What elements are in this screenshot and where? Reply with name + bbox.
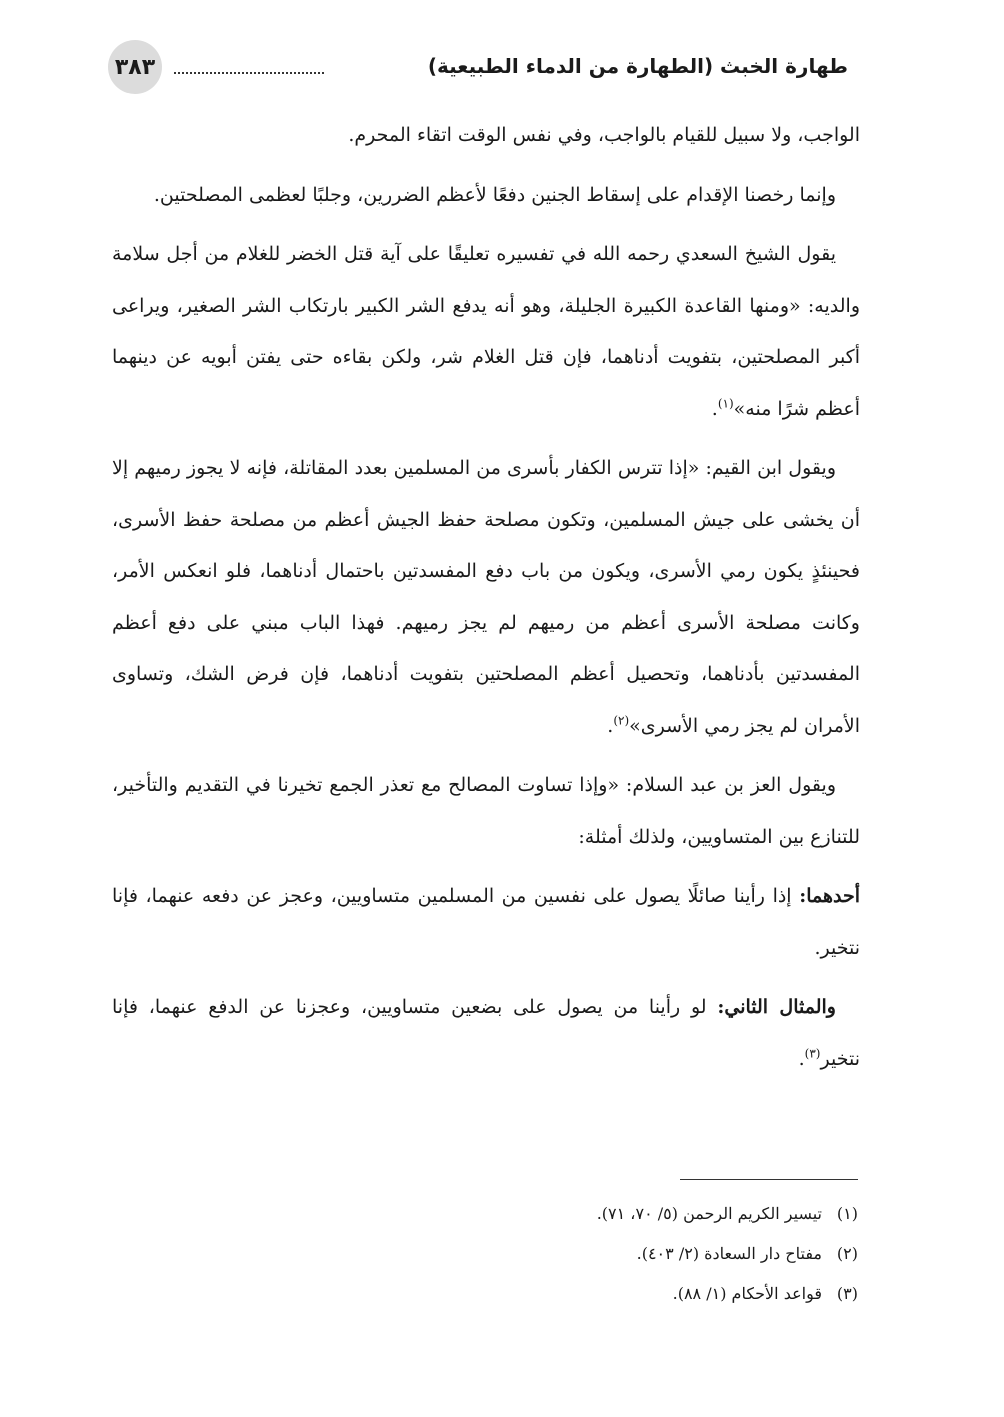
- paragraph-5: [112, 760, 860, 863]
- paragraph-7: والمثال الثاني: لو رأينا من يصول على بضعين متساويين، وعجزنا عن الدفع عنهما، فإنا نتخير$^{(٣)}$.: [112, 996, 860, 1070]
- main-text: [112, 110, 860, 1093]
- page-number: ٣٨٣: [114, 54, 156, 80]
- paragraph-5-text: ويقول العز بن عبد السلام: «وإذا تساوت المصالح مع تعذر الجمع تخيرنا في التقديم والتأخير، للتنازع بين المتساويين، ولذلك أمثلة:: [112, 774, 860, 848]
- paragraph-7-lead: والمثال الثاني:: [717, 996, 836, 1018]
- footnote-3-text: قواعد الأحكام (١/ ٨٨).: [672, 1284, 822, 1303]
- footnotes: [358, 1194, 858, 1314]
- page-header: [108, 40, 848, 96]
- paragraph-2: [112, 170, 860, 222]
- paragraph-3-text: يقول الشيخ السعدي رحمه الله في تفسيره تعليقًا على آية قتل الخضر للغلام من أجل سلامة والديه: «ومنها القاعدة الكبيرة الجليلة، وهو أنه يدفع الشر الكبير بارتكاب الشر الصغير، ويراعى أكبر المصلحتين، بتفويت أدناهما، فإن قتل الغلام شر، ولكن بقاءه حتى يفتن أبويه عن دينهما أعظم شرًا منه»: [112, 243, 860, 420]
- footnote-ref-3[interactable]: (٣): [804, 1046, 821, 1061]
- footnote-1-num: (١): [836, 1204, 858, 1223]
- paragraph-7-text: لو رأينا من يصول على بضعين متساويين، وعجزنا عن الدفع عنهما، فإنا نتخير: [112, 996, 860, 1070]
- page-number-badge: [108, 40, 162, 94]
- paragraph-1-text: الواجب، ولا سبيل للقيام بالواجب، وفي نفس الوقت اتقاء المحرم.: [348, 124, 860, 146]
- header-dots-left: [174, 72, 324, 74]
- paragraph-4-text: ويقول ابن القيم: «إذا تترس الكفار بأسرى من المسلمين بعدد المقاتلة، فإنه لا يجوز رميهم إلا أن يخشى على جيش المسلمين، وتكون مصلحة حفظ الجيش أعظم من مصلحة حفظ الأسرى، فحينئذٍ يكون رمي الأسرى، ويكون من باب دفع المفسدتين باحتمال أدناهما، فلو انعكس الأمر، وكانت مصلحة الأسرى أعظم من رميهم لم يجز رميهم. فهذا الباب مبني على دفع أعظم المفسدتين بأدناهما، وتحصيل أعظم المصلحتين بتفويت أدناهما، فإن فرض الشك، وتساوى الأمران لم يجز رمي الأسرى»: [112, 457, 860, 737]
- footnote-ref-1[interactable]: (١): [717, 396, 734, 411]
- paragraph-6-text: إذا رأينا صائلًا يصول على نفسين من المسلمين متساويين، وعجز عن دفعه عنهما، فإنا نتخير.: [112, 885, 860, 959]
- paragraph-2-text: وإنما رخصنا الإقدام على إسقاط الجنين دفعًا لأعظم الضررين، وجلبًا لعظمى المصلحتين.: [153, 183, 836, 206]
- footnote-2-text: مفتاح دار السعادة (٢/ ٤٠٣).: [636, 1244, 822, 1263]
- footnote-2-num: (٢): [836, 1244, 858, 1263]
- footnote-1-text: تيسير الكريم الرحمن (٥/ ٧٠، ٧١).: [596, 1204, 822, 1223]
- paragraph-1: [112, 110, 860, 162]
- footnote-2: [358, 1234, 858, 1274]
- paragraph-3: يقول الشيخ السعدي رحمه الله في تفسيره تعليقًا على آية قتل الخضر للغلام من أجل سلامة والديه: «ومنها القاعدة الكبيرة الجليلة، وهو أنه يدفع الشر الكبير بارتكاب الشر الصغير، ويراعى أكبر المصلحتين، بتفويت أدناهما، فإن قتل الغلام شر، ولكن بقاءه حتى يفتن أبويه عن دينهما أعظم شرًا منه»$^{(١)}$.: [112, 243, 860, 420]
- footnote-3-num: (٣): [836, 1284, 858, 1303]
- paragraph-6: [112, 871, 860, 974]
- footnote-1: [358, 1194, 858, 1234]
- footnote-ref-2[interactable]: (٢): [613, 713, 630, 728]
- footnote-3: [358, 1274, 858, 1314]
- footnote-separator: [680, 1179, 858, 1180]
- header-title: طهارة الخبث (الطهارة من الدماء الطبيعية): [427, 54, 848, 78]
- paragraph-4: ويقول ابن القيم: «إذا تترس الكفار بأسرى من المسلمين بعدد المقاتلة، فإنه لا يجوز رميهم إلا أن يخشى على جيش المسلمين، وتكون مصلحة حفظ الجيش أعظم من مصلحة حفظ الأسرى، فحينئذٍ يكون رمي الأسرى، ويكون من باب دفع المفسدتين باحتمال أدناهما، فلو انعكس الأمر، وكانت مصلحة الأسرى أعظم من رميهم لم يجز رميهم. فهذا الباب مبني على دفع أعظم المفسدتين بأدناهما، وتحصيل أعظم المصلحتين بتفويت أدناهما، فإن فرض الشك، وتساوى الأمران لم يجز رمي الأسرى»$^{(٢)}$.: [112, 457, 860, 737]
- paragraph-6-lead: أحدهما:: [799, 885, 860, 907]
